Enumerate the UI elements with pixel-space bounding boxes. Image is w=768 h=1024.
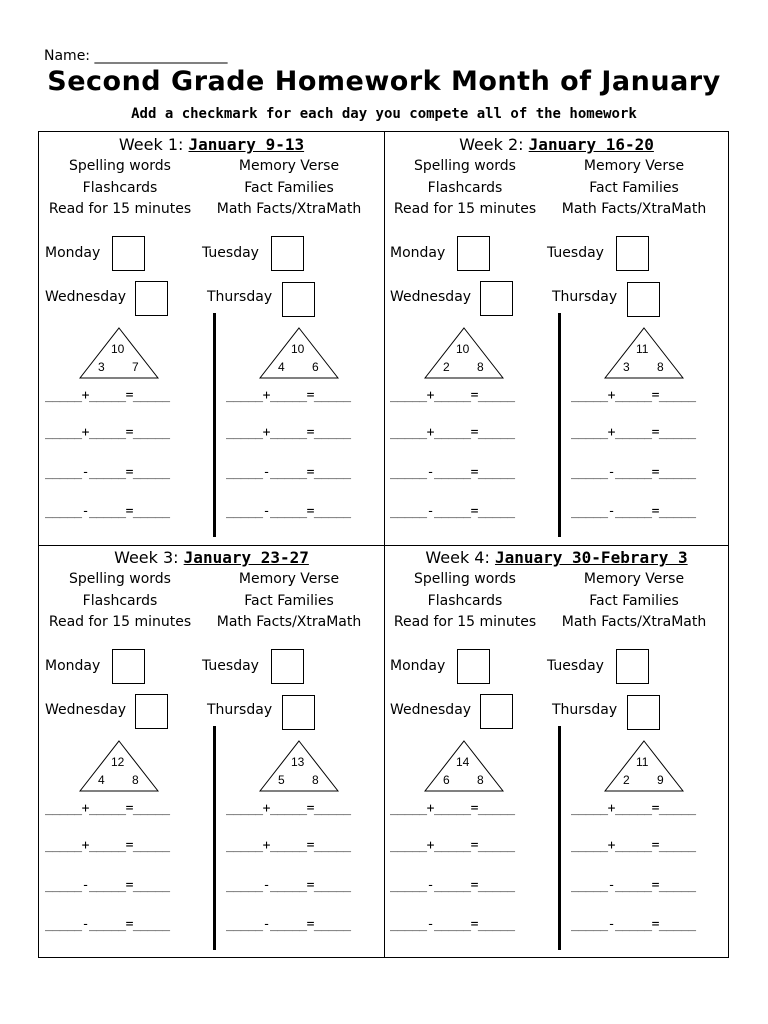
task-item: Spelling words <box>69 571 171 587</box>
week-heading <box>39 135 384 154</box>
task-item: Spelling words <box>414 158 516 174</box>
fact-family-triangle <box>424 740 504 792</box>
fact-top-number: 13 <box>291 755 305 769</box>
checkbox-wednesday[interactable] <box>480 694 513 729</box>
fact-right-number: 8 <box>477 360 484 374</box>
week-label: Week 2: <box>459 135 524 154</box>
day-label-tuesday: Tuesday <box>547 658 604 674</box>
column-divider <box>213 726 216 950</box>
equation-line[interactable]: _____+_____=_____ <box>226 801 351 816</box>
checkbox-wednesday[interactable] <box>480 281 513 316</box>
task-item: Read for 15 minutes <box>393 614 537 630</box>
fact-right-number: 9 <box>657 773 664 787</box>
week-panel-4 <box>384 545 729 958</box>
task-item: Flashcards <box>82 592 158 609</box>
fact-top-number: 10 <box>291 342 305 356</box>
fact-top-number: 11 <box>636 755 649 769</box>
equation-line[interactable]: _____-_____=_____ <box>390 917 515 932</box>
day-label-thursday: Thursday <box>552 289 618 305</box>
equation-line[interactable]: _____+_____=_____ <box>571 838 696 853</box>
checkbox-monday[interactable] <box>457 236 490 271</box>
week-dates: January 9-13 <box>188 135 305 154</box>
week-label: Week 3: <box>114 548 179 567</box>
equation-line[interactable]: _____-_____=_____ <box>571 504 696 519</box>
checkbox-thursday[interactable] <box>627 282 660 317</box>
fact-family-triangle <box>79 740 159 792</box>
equation-line[interactable]: _____+_____=_____ <box>45 801 170 816</box>
day-label-monday: Monday <box>45 658 101 674</box>
equation-line[interactable]: _____-_____=_____ <box>226 465 351 480</box>
equation-line[interactable]: _____+_____=_____ <box>390 838 515 853</box>
day-label-wednesday: Wednesday <box>390 702 472 718</box>
fact-right-number: 7 <box>132 360 139 374</box>
fact-right-number: 8 <box>312 773 319 787</box>
task-item: Memory Verse <box>583 158 685 174</box>
checkbox-tuesday[interactable] <box>271 649 304 684</box>
fact-top-number: 10 <box>111 342 125 356</box>
fact-family-triangle <box>79 327 159 379</box>
fact-left-number: 3 <box>98 360 105 374</box>
fact-left-number: 6 <box>443 773 450 787</box>
fact-left-number: 3 <box>623 360 630 374</box>
fact-top-number: 11 <box>636 342 649 356</box>
day-label-monday: Monday <box>390 658 446 674</box>
equation-line[interactable]: _____+_____=_____ <box>45 838 170 853</box>
fact-top-number: 10 <box>456 342 470 356</box>
week-dates: January 23-27 <box>183 548 309 567</box>
day-label-monday: Monday <box>45 245 101 261</box>
page-title: Second Grade Homework Month of January <box>47 66 721 97</box>
equation-line[interactable]: _____-_____=_____ <box>45 465 170 480</box>
task-item: Flashcards <box>427 592 503 609</box>
day-label-thursday: Thursday <box>207 702 273 718</box>
day-label-wednesday: Wednesday <box>45 702 127 718</box>
day-label-tuesday: Tuesday <box>547 245 604 261</box>
checkbox-thursday[interactable] <box>627 695 660 730</box>
equation-line[interactable]: _____-_____=_____ <box>226 878 351 893</box>
task-item: Spelling words <box>69 158 171 174</box>
week-heading <box>384 548 729 567</box>
fact-family-triangle <box>604 327 684 379</box>
column-divider <box>213 313 216 537</box>
task-item: Fact Families <box>244 592 334 609</box>
day-label-wednesday: Wednesday <box>45 289 127 305</box>
equation-line[interactable]: _____+_____=_____ <box>390 388 515 403</box>
fact-top-number: 12 <box>111 755 125 769</box>
checkbox-wednesday[interactable] <box>135 694 168 729</box>
checkbox-tuesday[interactable] <box>271 236 304 271</box>
name-field[interactable]: Name: ___________________ <box>44 48 228 64</box>
fact-family-triangle <box>604 740 684 792</box>
equation-line[interactable]: _____-_____=_____ <box>571 917 696 932</box>
task-item: Memory Verse <box>238 571 340 587</box>
task-item: Read for 15 minutes <box>48 201 192 217</box>
checkbox-monday[interactable] <box>112 649 145 684</box>
equation-line[interactable]: _____+_____=_____ <box>571 801 696 816</box>
equation-line[interactable]: _____-_____=_____ <box>226 504 351 519</box>
fact-left-number: 2 <box>443 360 450 374</box>
checkbox-monday[interactable] <box>457 649 490 684</box>
equation-line[interactable]: _____-_____=_____ <box>45 878 170 893</box>
day-label-tuesday: Tuesday <box>202 658 259 674</box>
column-divider <box>558 313 561 537</box>
week-dates: January 16-20 <box>528 135 654 154</box>
equation-line[interactable]: _____+_____=_____ <box>45 425 170 440</box>
fact-left-number: 4 <box>278 360 285 374</box>
checkbox-tuesday[interactable] <box>616 649 649 684</box>
week-heading <box>384 135 729 154</box>
page-subtitle: Add a checkmark for each day you compete all of the homework <box>131 106 637 122</box>
task-item: Fact Families <box>589 592 679 609</box>
task-item: Math Facts/XtraMath <box>216 201 362 217</box>
task-item: Math Facts/XtraMath <box>561 614 707 630</box>
fact-left-number: 2 <box>623 773 630 787</box>
equation-line[interactable]: _____-_____=_____ <box>390 504 515 519</box>
fact-top-number: 14 <box>456 755 470 769</box>
equation-line[interactable]: _____+_____=_____ <box>390 425 515 440</box>
day-label-thursday: Thursday <box>207 289 273 305</box>
equation-line[interactable]: _____-_____=_____ <box>45 917 170 932</box>
equation-line[interactable]: _____-_____=_____ <box>45 504 170 519</box>
task-item: Read for 15 minutes <box>393 201 537 217</box>
checkbox-tuesday[interactable] <box>616 236 649 271</box>
week-heading <box>39 548 384 567</box>
task-item: Fact Families <box>589 179 679 196</box>
week-label: Week 1: <box>118 135 184 154</box>
checkbox-wednesday[interactable] <box>135 281 168 316</box>
fact-left-number: 5 <box>278 773 285 787</box>
task-item: Flashcards <box>427 179 503 196</box>
day-label-wednesday: Wednesday <box>390 289 472 305</box>
task-item: Memory Verse <box>583 571 685 587</box>
week-label: Week 4: <box>425 548 490 567</box>
fact-right-number: 8 <box>477 773 484 787</box>
equation-line[interactable]: _____+_____=_____ <box>45 388 170 403</box>
fact-right-number: 8 <box>132 773 139 787</box>
fact-family-triangle <box>259 327 339 379</box>
fact-right-number: 8 <box>657 360 664 374</box>
week-panel-3 <box>39 545 384 958</box>
checkbox-thursday[interactable] <box>282 282 315 317</box>
task-item: Memory Verse <box>238 158 340 174</box>
fact-left-number: 4 <box>98 773 105 787</box>
equation-line[interactable]: _____-_____=_____ <box>571 465 696 480</box>
equation-line[interactable]: _____+_____=_____ <box>226 425 351 440</box>
day-label-thursday: Thursday <box>552 702 618 718</box>
equation-line[interactable]: _____+_____=_____ <box>571 425 696 440</box>
task-item: Flashcards <box>82 179 158 196</box>
equation-line[interactable]: _____-_____=_____ <box>571 878 696 893</box>
task-item: Math Facts/XtraMath <box>561 201 707 217</box>
equation-line[interactable]: _____-_____=_____ <box>390 465 515 480</box>
task-item: Read for 15 minutes <box>48 614 192 630</box>
equation-line[interactable]: _____-_____=_____ <box>390 878 515 893</box>
week-panel-2 <box>384 132 729 545</box>
day-label-monday: Monday <box>390 245 446 261</box>
task-item: Spelling words <box>414 571 516 587</box>
column-divider <box>558 726 561 950</box>
equation-line[interactable]: _____-_____=_____ <box>226 917 351 932</box>
day-label-tuesday: Tuesday <box>202 245 259 261</box>
fact-family-triangle <box>424 327 504 379</box>
week-panel-1 <box>39 132 384 545</box>
checkbox-monday[interactable] <box>112 236 145 271</box>
fact-right-number: 6 <box>312 360 319 374</box>
fact-family-triangle <box>259 740 339 792</box>
week-dates: January 30-Febrary 3 <box>494 548 688 567</box>
task-item: Fact Families <box>244 179 334 196</box>
equation-line[interactable]: _____+_____=_____ <box>226 838 351 853</box>
equation-line[interactable]: _____+_____=_____ <box>226 388 351 403</box>
checkbox-thursday[interactable] <box>282 695 315 730</box>
equation-line[interactable]: _____+_____=_____ <box>390 801 515 816</box>
task-item: Math Facts/XtraMath <box>216 614 362 630</box>
equation-line[interactable]: _____+_____=_____ <box>571 388 696 403</box>
